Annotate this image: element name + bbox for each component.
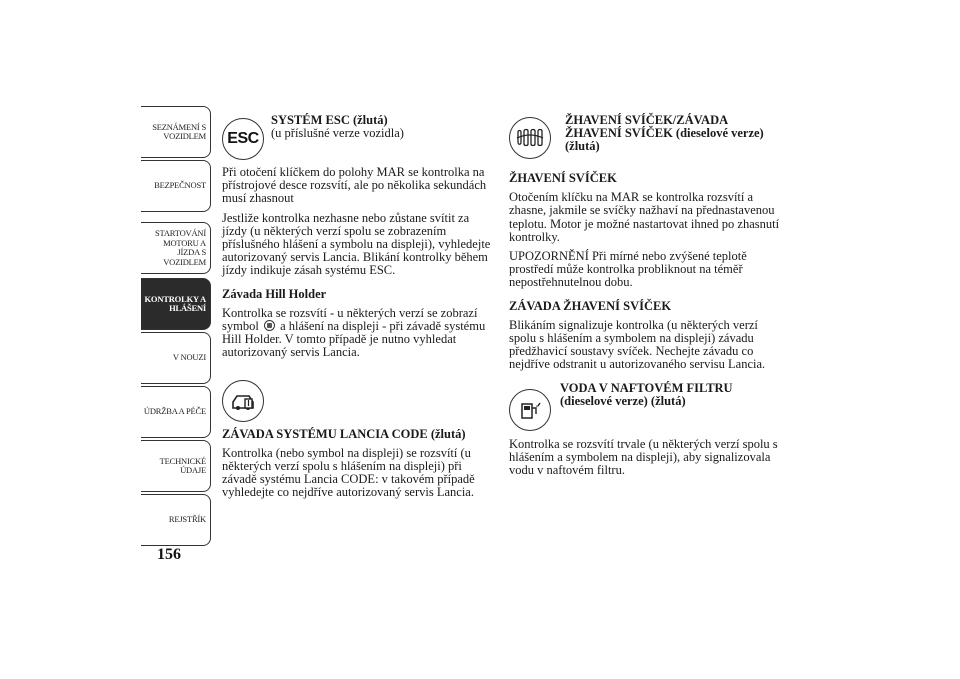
hill-holder-inline-icon — [264, 320, 275, 331]
tab-seznameni[interactable]: SEZNÁMENÍ S VOZIDLEM — [141, 106, 211, 158]
glow-plug-heading: ŽHAVENÍ SVÍČEK — [509, 171, 617, 185]
fuel-filter-title: VODA V NAFTOVÉM FILTRU — [560, 380, 733, 395]
tab-technicke[interactable]: TECHNICKÉ ÚDAJE — [141, 440, 211, 492]
glow-plug-header — [509, 114, 785, 166]
esc-subtitle: (u příslušné verze vozidla) — [271, 126, 404, 141]
tab-startovani[interactable]: STARTOVÁNÍ MOTORU A JÍZDA S VOZIDLEM — [141, 222, 211, 274]
page-number: 156 — [157, 546, 181, 563]
fuel-filter-header — [509, 382, 785, 434]
glow-plug-icon — [509, 117, 551, 159]
glow-plug-title: ŽHAVENÍ SVÍČEK/ZÁVADA ŽHAVENÍ SVÍČEK (dieselové verze) (žlutá) — [565, 113, 764, 154]
tab-udrzba[interactable]: ÚDRŽBA A PÉČE — [141, 386, 211, 438]
esc-title: SYSTÉM ESC (žlutá) — [271, 113, 388, 127]
glow-plug-paragraph-2: UPOZORNĚNÍ Při mírné nebo zvýšené teplotě prostředí může kontrolka probliknout na téměř nepostřehnutelnou dobu. — [509, 249, 747, 290]
car-key-icon — [222, 380, 264, 422]
glow-plug-fault-paragraph: Blikáním signalizuje kontrolka (u některých verzí spolu s hlášením a symbolem na displeji) závadu předžhavicí soustavy svíček. Nechejte závadu co nejdříve odstranit u autorizovaného servisu Lancia. — [509, 317, 766, 372]
fuel-filter-subtitle: (dieselové verze) (žlutá) — [560, 393, 686, 408]
right-column — [509, 114, 785, 483]
hill-holder-title: Závada Hill Holder — [222, 286, 327, 301]
lancia-code-paragraph: Kontrolka (nebo symbol na displeji) se rozsvítí (u některých verzí spolu s hlášením na displeji) při závadě systému Lancia CODE: v takovém případě vyhledejte co nejdříve autorizovaný servis Lancia. — [222, 445, 475, 500]
esc-paragraph-1: Při otočení klíčkem do polohy MAR se kontrolka na přístrojové desce rozsvítí, ale po několika sekundách musí zhasnout — [222, 165, 487, 206]
tab-v-nouzi[interactable]: V NOUZI — [141, 332, 211, 384]
left-column — [222, 114, 492, 506]
lancia-code-title: ZÁVADA SYSTÉMU LANCIA CODE (žlutá) — [222, 426, 466, 441]
fuel-filter-water-icon — [509, 389, 551, 431]
tab-kontrolky[interactable]: KONTROLKY A HLÁŠENÍ — [141, 278, 211, 330]
esc-header — [222, 114, 492, 166]
glow-plug-paragraph-1: Otočením klíčku na MAR se kontrolka rozsvítí a zhasne, jakmile se svíčky nažhaví na přednastavenou teplotu. Motor je možné nastartovat ihned po zhasnutí kontrolky. — [509, 190, 780, 244]
fuel-filter-paragraph: Kontrolka se rozsvítí trvale (u některých verzí spolu s hlášením a symbolem na displeji), aby signalizovala vodu v naftovém filtru. — [509, 436, 778, 478]
esc-paragraph-2: Jestliže kontrolka nezhasne nebo zůstane svítit za jízdy (u některých verzí spolu se zobrazením příslušného hlášení a symbolu na displeji), vyhledejte autorizovaný servis Lancia. Blikání kontrolky během jízdy indikuje zásah systému ESC. — [222, 210, 491, 278]
tab-bezpecnost[interactable]: BEZPEČNOST — [141, 160, 211, 212]
glow-plug-fault-heading: ZÁVADA ŽHAVENÍ SVÍČEK — [509, 298, 672, 313]
hill-holder-paragraph: Kontrolka se rozsvítí - u některých verzí se zobrazí symbol a hlášení na displeji - při závadě systému Hill Holder. V tomto případě je nutno vyhledat autorizovaný servis Lancia. — [222, 305, 486, 360]
esc-icon: ESC — [222, 118, 264, 160]
tab-rejstrik[interactable]: REJSTŘÍK — [141, 494, 211, 546]
